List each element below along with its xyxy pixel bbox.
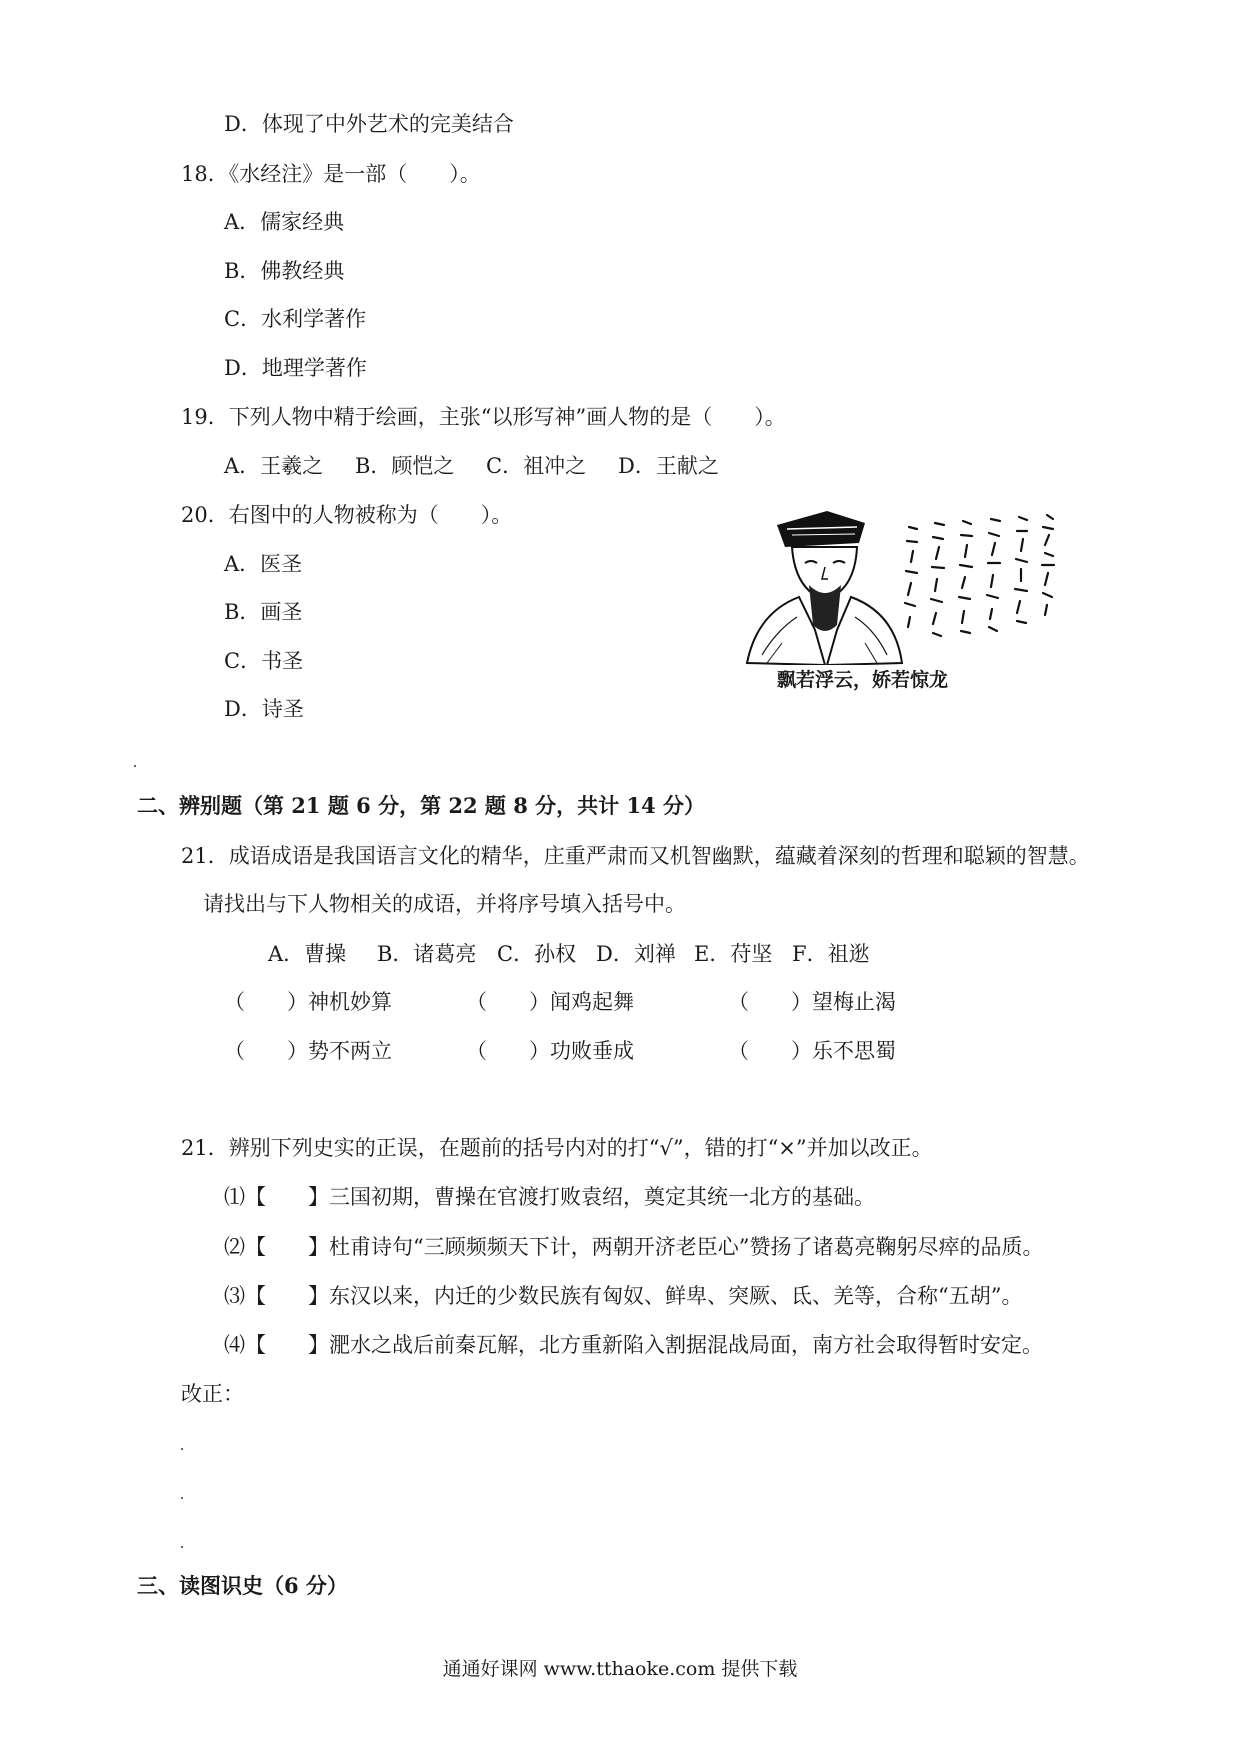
q18-option-b: B．佛教经典 (224, 259, 345, 283)
scan-dot (181, 1497, 183, 1499)
q18-option-d: D．地理学著作 (224, 356, 367, 380)
q21-idiom-5: （ ）功败垂成 (466, 1039, 634, 1063)
q21-person-a: A．曹操 (268, 942, 347, 966)
q21-person-d: D．刘禅 (596, 942, 676, 966)
q21-stem-line2: 请找出与下人物相关的成语，并将序号填入括号中。 (203, 892, 686, 916)
scan-dot (181, 1448, 183, 1450)
q21-person-b: B．诸葛亮 (377, 942, 477, 966)
portrait-illustration (737, 505, 1072, 665)
q22-correction-label: 改正： (181, 1382, 244, 1406)
q21-idiom-1: （ ）神机妙算 (224, 990, 392, 1014)
q17-option-d: D．体现了中外艺术的完美结合 (224, 112, 514, 136)
q22-item-3: ⑶【 】东汉以来，内迁的少数民族有匈奴、鲜卑、突厥、氐、羌等，合称“五胡”。 (224, 1284, 1023, 1308)
q20-stem: 20．右图中的人物被称为（ ）。 (181, 503, 513, 527)
q21-person-c: C．孙权 (497, 942, 577, 966)
q19-option-c: C．祖冲之 (486, 454, 587, 478)
q20-option-d: D．诗圣 (224, 697, 304, 721)
q18-option-c: C．水利学著作 (224, 307, 367, 331)
q21-stem-line1: 21．成语成语是我国语言文化的精华，庄重严肃而又机智幽默，蕴藏着深刻的哲理和聪颖的智慧。 (181, 844, 1090, 868)
q21-idiom-6: （ ）乐不思蜀 (728, 1039, 896, 1063)
section-3-title: 三、读图识史（6 分） (137, 1573, 348, 1598)
q21-person-e: E．苻坚 (694, 942, 773, 966)
q18-option-a: A．儒家经典 (224, 210, 345, 234)
figure-caption: 飘若浮云，娇若惊龙 (777, 669, 949, 691)
q22-item-4: ⑷【 】淝水之战后前秦瓦解，北方重新陷入割据混战局面，南方社会取得暂时安定。 (224, 1333, 1043, 1357)
q18-stem: 18．《水经注》是一部（ ）。 (181, 162, 481, 186)
q21-idiom-3: （ ）望梅止渴 (728, 990, 896, 1014)
q22-item-2: ⑵【 】杜甫诗句“三顾频频天下计，两朝开济老臣心”赞扬了诸葛亮鞠躬尽瘁的品质。 (224, 1235, 1044, 1259)
q19-option-a: A．王羲之 (224, 454, 324, 478)
q19-stem: 19．下列人物中精于绘画，主张“以形写神”画人物的是（ ）。 (181, 405, 786, 429)
scan-dot (181, 1546, 183, 1548)
q21-idiom-4: （ ）势不两立 (224, 1039, 392, 1063)
q22-stem: 21．辨别下列史实的正误，在题前的括号内对的打“√”，错的打“×”并加以改正。 (181, 1136, 933, 1160)
q21-person-f: F．祖逖 (792, 942, 870, 966)
section-2-title: 二、辨别题（第 21 题 6 分，第 22 题 8 分，共计 14 分） (137, 793, 706, 818)
q20-option-b: B．画圣 (224, 600, 303, 624)
q21-idiom-2: （ ）闻鸡起舞 (466, 990, 634, 1014)
q20-option-a: A．医圣 (224, 552, 303, 576)
portrait-calligraphy-figure (737, 505, 1072, 717)
calligraphy-strokes (905, 515, 1054, 636)
q19-option-b: B．顾恺之 (355, 454, 455, 478)
q19-option-d: D．王献之 (618, 454, 719, 478)
q22-item-1: ⑴【 】三国初期，曹操在官渡打败袁绍，奠定其统一北方的基础。 (224, 1185, 875, 1209)
scan-dot (134, 765, 136, 767)
page-footer: 通通好课网 www.tthaoke.com 提供下载 (442, 1658, 798, 1680)
q20-option-c: C．书圣 (224, 649, 304, 673)
